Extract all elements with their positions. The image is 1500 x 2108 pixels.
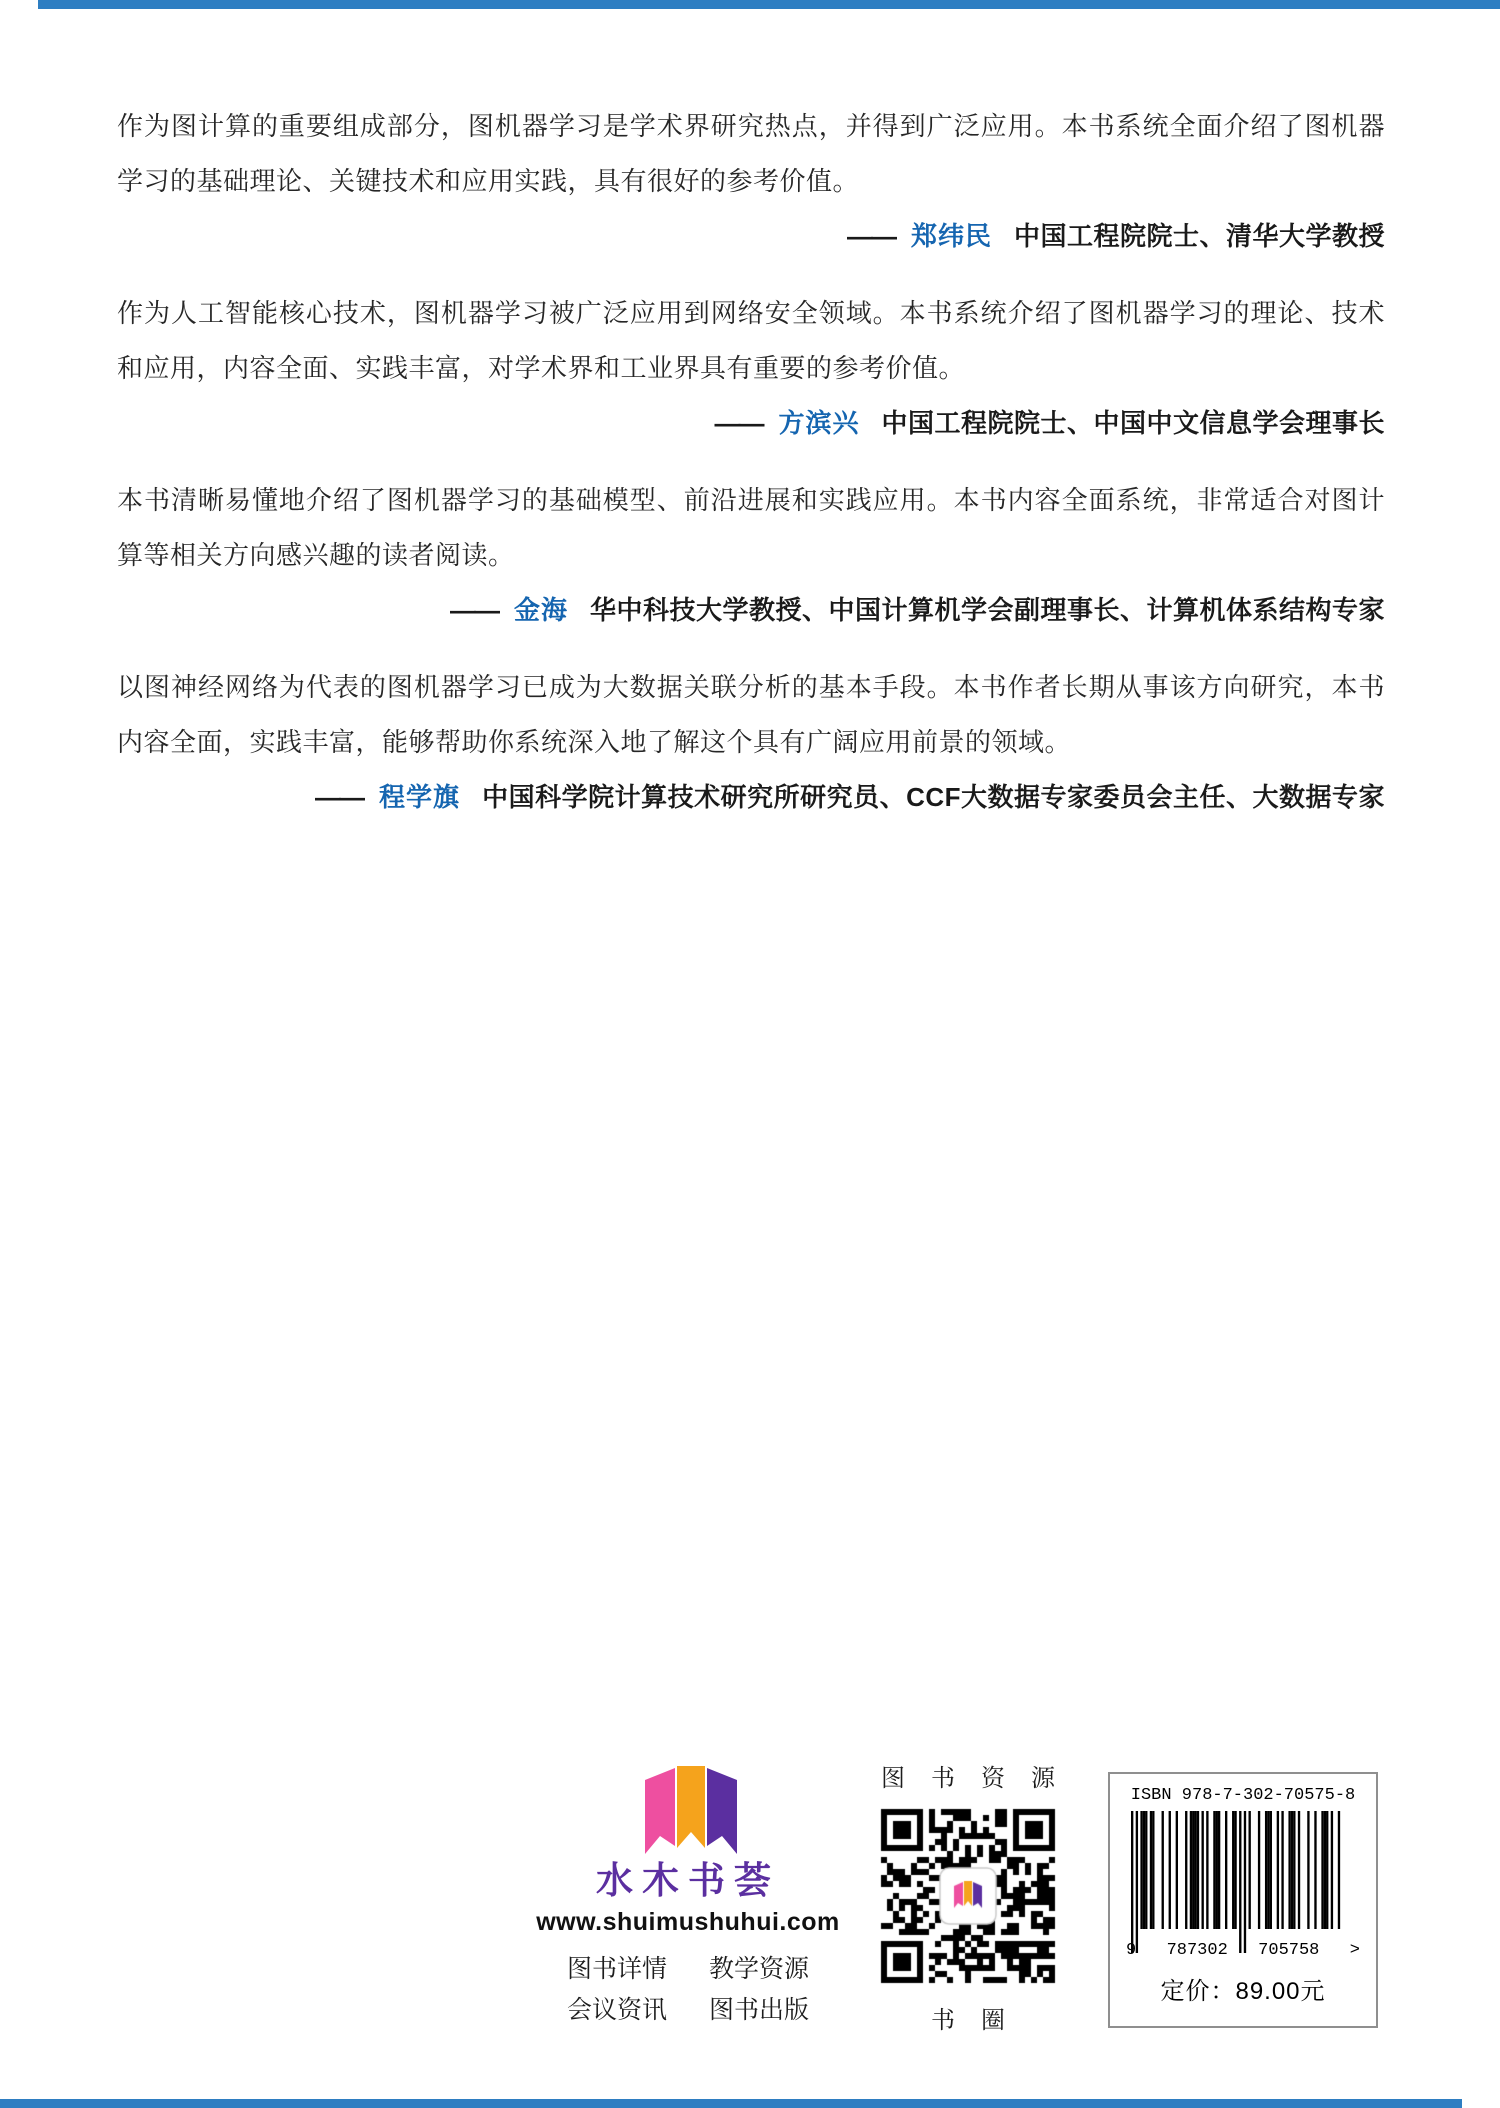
- barcode-digit-group2: 705758: [1258, 1941, 1320, 1960]
- endorsement-quote: [117, 660, 1385, 825]
- endorsement-attribution: [117, 396, 1385, 451]
- barcode-digit-lead: 9: [1126, 1941, 1137, 1960]
- publisher-services-row: [567, 1949, 809, 1985]
- price-label: 定价：89.00元: [1160, 1978, 1326, 2005]
- barcode-digit-tail: >: [1349, 1941, 1360, 1960]
- top-accent-bar: [38, 0, 1500, 9]
- endorser-name: 方滨兴: [778, 408, 860, 438]
- endorsement-attribution: [117, 209, 1385, 264]
- endorsement-text: 本书清晰易懂地介绍了图机器学习的基础模型、前沿进展和实践应用。本书内容全面系统，非常适合对图计算等相关方向感兴趣的读者阅读。: [117, 485, 1385, 570]
- endorser-title: 华中科技大学教授、中国计算机学会副理事长、计算机体系结构专家: [589, 595, 1385, 625]
- publisher-name: 水木书荟: [596, 1861, 780, 1902]
- endorsement-attribution: [117, 770, 1385, 825]
- attribution-dash: ——: [449, 595, 498, 625]
- service-item-book-publishing: 图书出版: [709, 1996, 810, 2024]
- endorser-name: 程学旗: [379, 782, 461, 812]
- qr-caption: 书圈: [931, 2007, 1031, 2034]
- barcode: [1126, 1811, 1360, 1961]
- publisher-services-row: [567, 1990, 809, 2026]
- endorsement-text: 以图神经网络为代表的图机器学习已成为大数据关联分析的基本手段。本书作者长期从事该方向研究，本书内容全面，实践丰富，能够帮助你系统深入地了解这个具有广阔应用前景的领域。: [117, 672, 1385, 757]
- endorsements-section: [117, 99, 1385, 847]
- attribution-dash: ——: [315, 782, 364, 812]
- endorser-name: 郑纬民: [910, 221, 992, 251]
- endorsement-text: 作为人工智能核心技术，图机器学习被广泛应用到网络安全领域。本书系统介绍了图机器学习的理论、技术和应用，内容全面、实践丰富，对学术界和工业界具有重要的参考价值。: [117, 298, 1385, 383]
- endorser-title: 中国工程院院士、清华大学教授: [1013, 221, 1385, 251]
- service-item-teaching-resources: 教学资源: [709, 1955, 810, 1983]
- service-item-conference-info: 会议资讯: [566, 1996, 667, 2024]
- endorsement-attribution: [117, 583, 1385, 638]
- endorsement-quote: [117, 99, 1385, 264]
- barcode-digit-group1: 787302: [1166, 1941, 1228, 1960]
- isbn-box: [1108, 1772, 1378, 2028]
- endorser-title: 中国工程院院士、中国中文信息学会理事长: [881, 408, 1385, 438]
- service-item-book-details: 图书详情: [566, 1955, 667, 1983]
- publisher-website: www.shuimushuhui.com: [536, 1908, 840, 1936]
- endorser-name: 金海: [513, 595, 568, 625]
- endorsement-text: 作为图计算的重要组成部分，图机器学习是学术界研究热点，并得到广泛应用。本书系统全面介绍了图机器学习的基础理论、关键技术和应用实践，具有很好的参考价值。: [117, 111, 1385, 196]
- attribution-dash: ——: [714, 408, 763, 438]
- endorser-title: 中国科学院计算技术研究所研究员、CCF大数据专家委员会主任、大数据专家: [482, 782, 1385, 812]
- isbn-number: ISBN 978-7-302-70575-8: [1130, 1786, 1356, 1805]
- bottom-accent-bar: [0, 2099, 1462, 2108]
- qr-section-title: 图书资源: [881, 1765, 1081, 1792]
- endorsement-quote: [117, 473, 1385, 638]
- barcode-image: [1126, 1811, 1360, 1961]
- qr-code-image: [878, 1806, 1058, 1986]
- endorsement-quote: [117, 286, 1385, 451]
- attribution-dash: ——: [846, 221, 895, 251]
